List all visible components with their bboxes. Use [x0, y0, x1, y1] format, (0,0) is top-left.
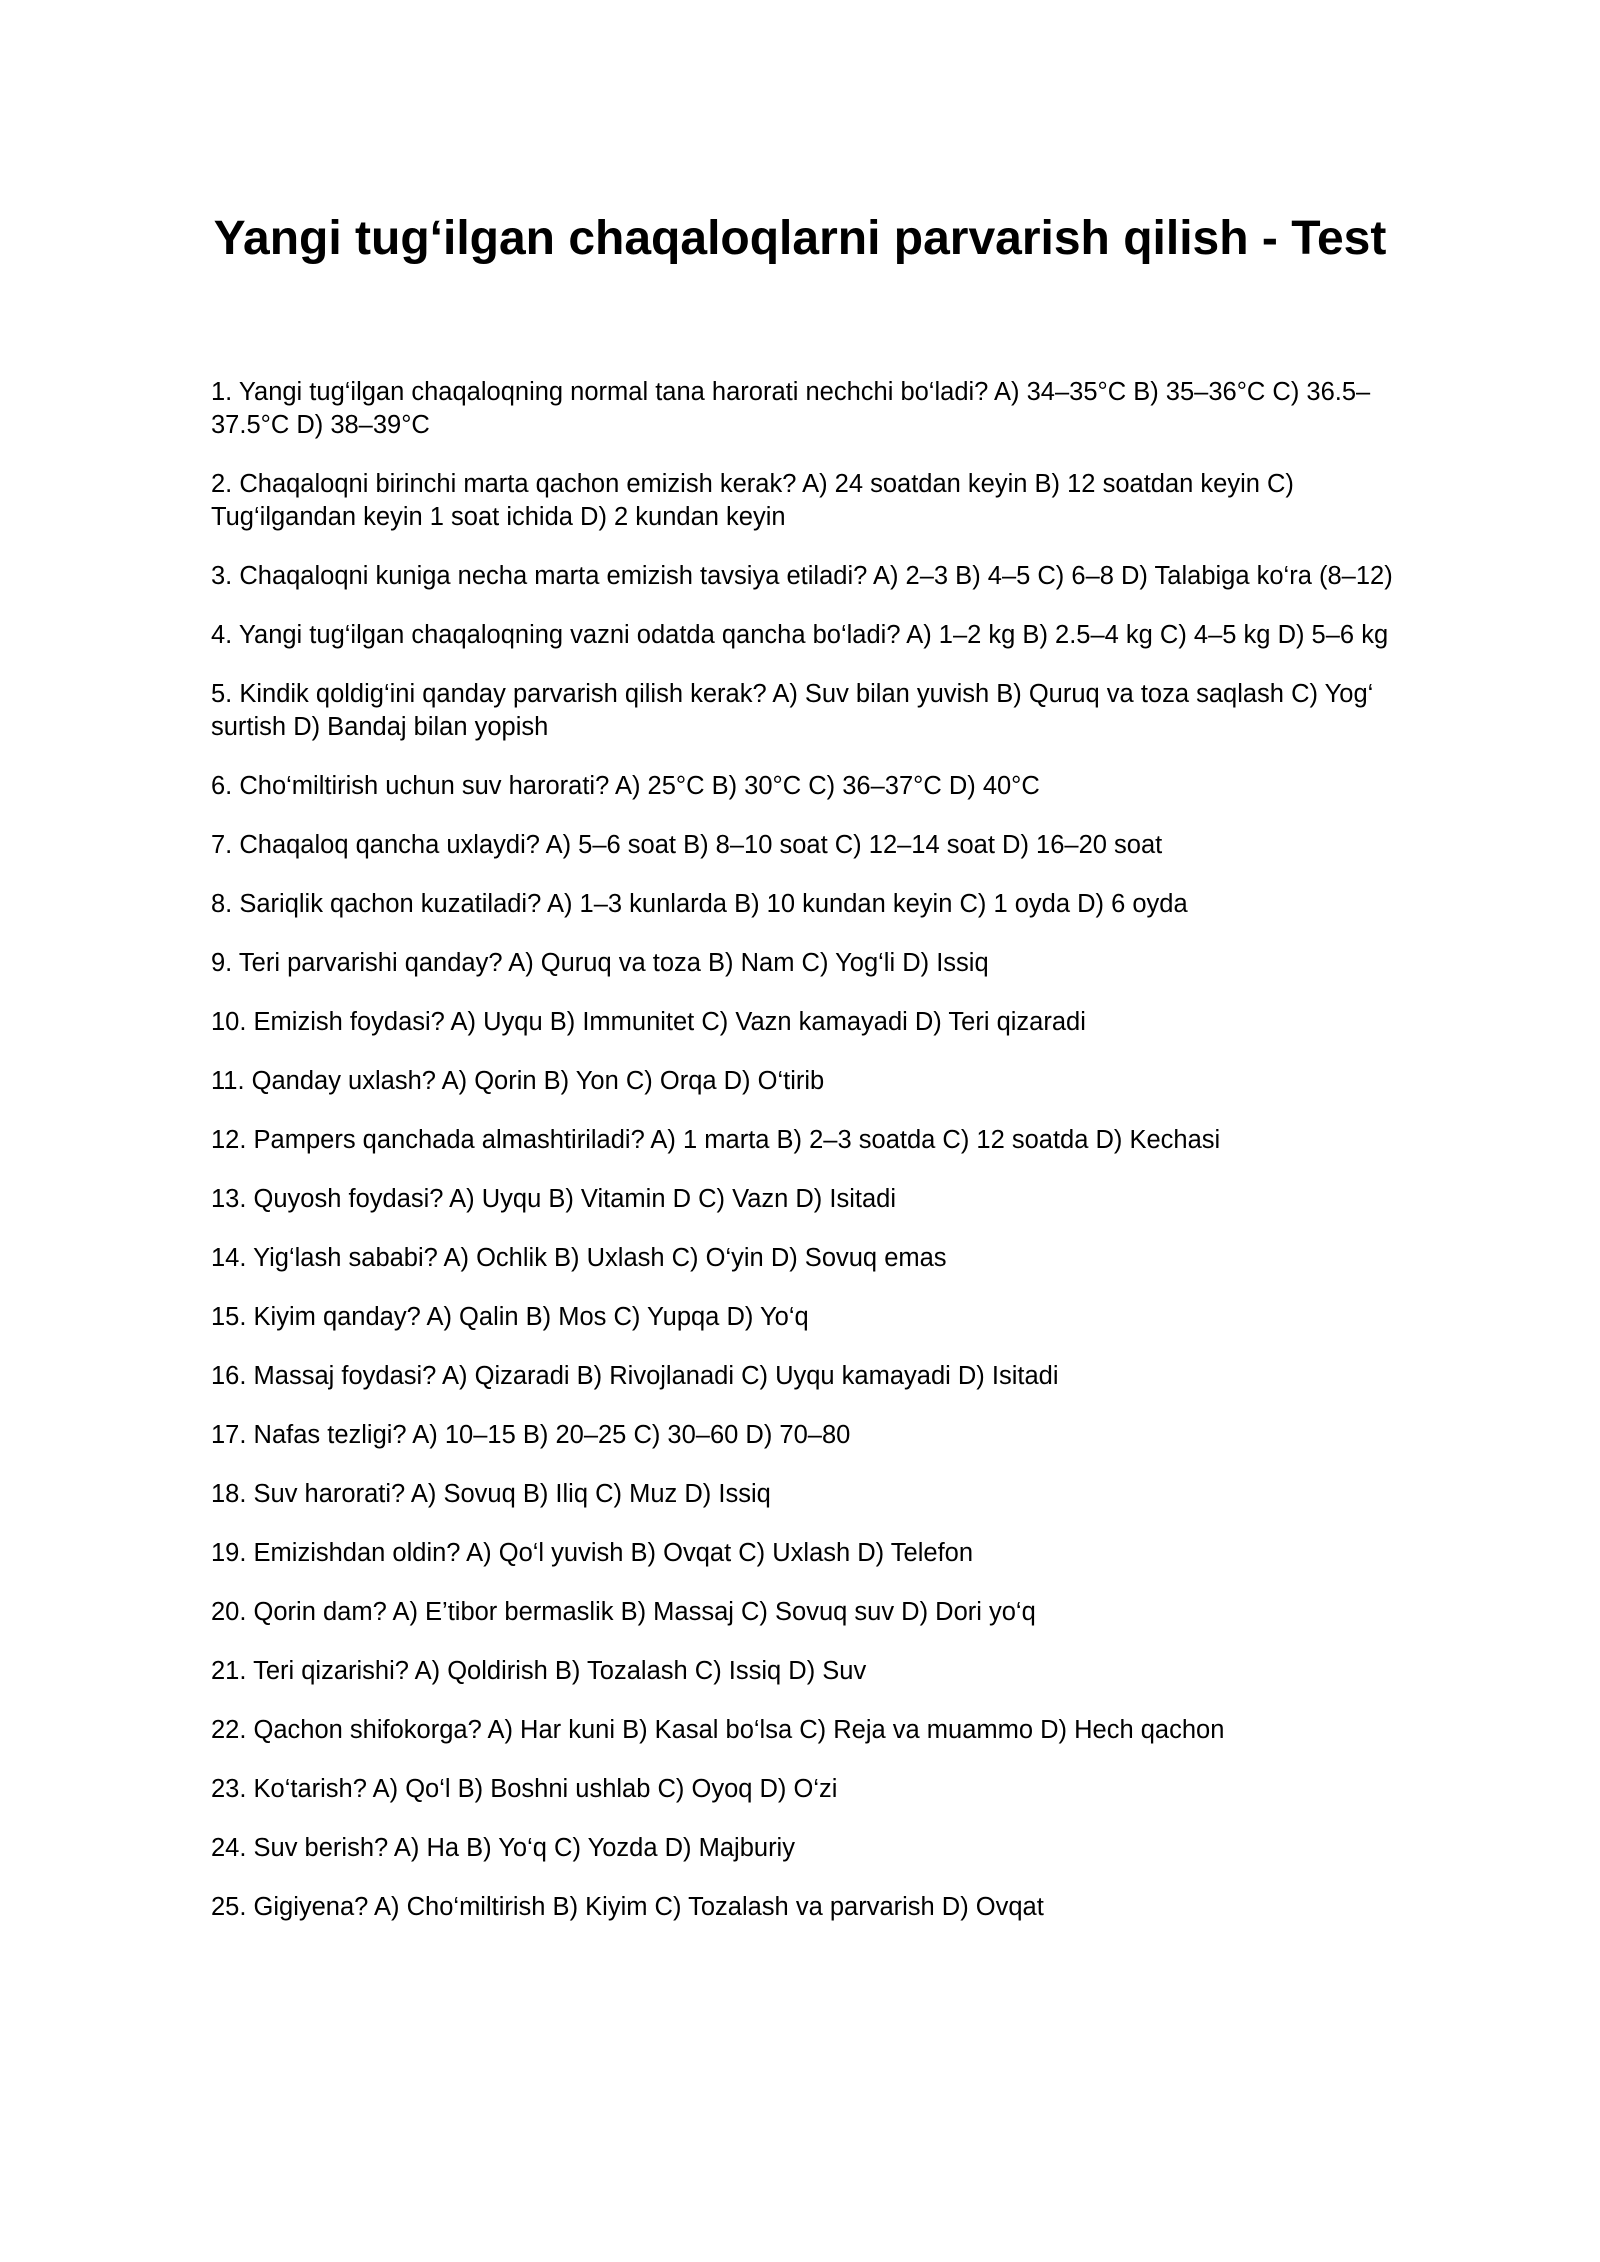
question-item: 1. Yangi tug‘ilgan chaqaloqning normal tana harorati nechchi bo‘ladi? A) 34–35°C B) 35–36°C C) 36.5–37.5°C D) 38–39°C — [211, 378, 1371, 439]
question-item: 6. Cho‘miltirish uchun suv harorati? A) 25°C B) 30°C C) 36–37°C D) 40°C — [211, 772, 1040, 800]
question-item: 5. Kindik qoldig‘ini qanday parvarish qilish kerak? A) Suv bilan yuvish B) Quruq va toza saqlash C) Yog‘ surtish D) Bandaj bilan yopish — [211, 680, 1374, 741]
question-item: 21. Teri qizarishi? A) Qoldirish B) Tozalash C) Issiq D) Suv — [211, 1657, 867, 1685]
question-item: 10. Emizish foydasi? A) Uyqu B) Immunitet C) Vazn kamayadi D) Teri qizaradi — [211, 1008, 1086, 1036]
question-item: 22. Qachon shifokorga? A) Har kuni B) Kasal bo‘lsa C) Reja va muammo D) Hech qachon — [211, 1716, 1225, 1744]
question-item: 13. Quyosh foydasi? A) Uyqu B) Vitamin D C) Vazn D) Isitadi — [211, 1185, 897, 1213]
question-item: 14. Yig‘lash sababi? A) Ochlik B) Uxlash C) O‘yin D) Sovuq emas — [211, 1244, 947, 1272]
question-item: 11. Qanday uxlash? A) Qorin B) Yon C) Orqa D) O‘tirib — [211, 1067, 825, 1095]
question-list — [211, 376, 1401, 1950]
question-item: 19. Emizishdan oldin? A) Qo‘l yuvish B) Ovqat C) Uxlash D) Telefon — [211, 1539, 974, 1567]
question-item: 12. Pampers qanchada almashtiriladi? A) 1 marta B) 2–3 soatda C) 12 soatda D) Kechasi — [211, 1126, 1221, 1154]
question-item: 23. Ko‘tarish? A) Qo‘l B) Boshni ushlab C) Oyoq D) O‘zi — [211, 1775, 838, 1803]
question-item: 3. Chaqaloqni kuniga necha marta emizish tavsiya etiladi? A) 2–3 B) 4–5 C) 6–8 D) Talabiga ko‘ra (8–12) — [211, 562, 1393, 590]
question-item: 25. Gigiyena? A) Cho‘miltirish B) Kiyim C) Tozalash va parvarish D) Ovqat — [211, 1893, 1044, 1921]
question-item: 4. Yangi tug‘ilgan chaqaloqning vazni odatda qancha bo‘ladi? A) 1–2 kg B) 2.5–4 kg C) 4–5 kg D) 5–6 kg — [211, 621, 1389, 649]
question-item: 16. Massaj foydasi? A) Qizaradi B) Rivojlanadi C) Uyqu kamayadi D) Isitadi — [211, 1362, 1059, 1390]
question-item: 17. Nafas tezligi? A) 10–15 B) 20–25 C) 30–60 D) 70–80 — [211, 1421, 851, 1449]
question-item: 8. Sariqlik qachon kuzatiladi? A) 1–3 kunlarda B) 10 kundan keyin C) 1 oyda D) 6 oyda — [211, 890, 1188, 918]
question-item: 7. Chaqaloq qancha uxlaydi? A) 5–6 soat B) 8–10 soat C) 12–14 soat D) 16–20 soat — [211, 831, 1163, 859]
question-item: 9. Teri parvarishi qanday? A) Quruq va toza B) Nam C) Yog‘li D) Issiq — [211, 949, 989, 977]
question-item: 20. Qorin dam? A) E’tibor bermaslik B) Massaj C) Sovuq suv D) Dori yo‘q — [211, 1598, 1036, 1626]
question-item: 15. Kiyim qanday? A) Qalin B) Mos C) Yupqa D) Yo‘q — [211, 1303, 809, 1331]
question-item: 2. Chaqaloqni birinchi marta qachon emizish kerak? A) 24 soatdan keyin B) 12 soatdan keyin C) Tug‘ilgandan keyin 1 soat ichida D) 2 kundan keyin — [211, 470, 1294, 531]
question-item: 24. Suv berish? A) Ha B) Yo‘q C) Yozda D) Majburiy — [211, 1834, 795, 1862]
question-item: 18. Suv harorati? A) Sovuq B) Iliq C) Muz D) Issiq — [211, 1480, 771, 1508]
document-title: Yangi tug‘ilgan chaqaloqlarni parvarish qilish - Test — [213, 212, 1387, 265]
